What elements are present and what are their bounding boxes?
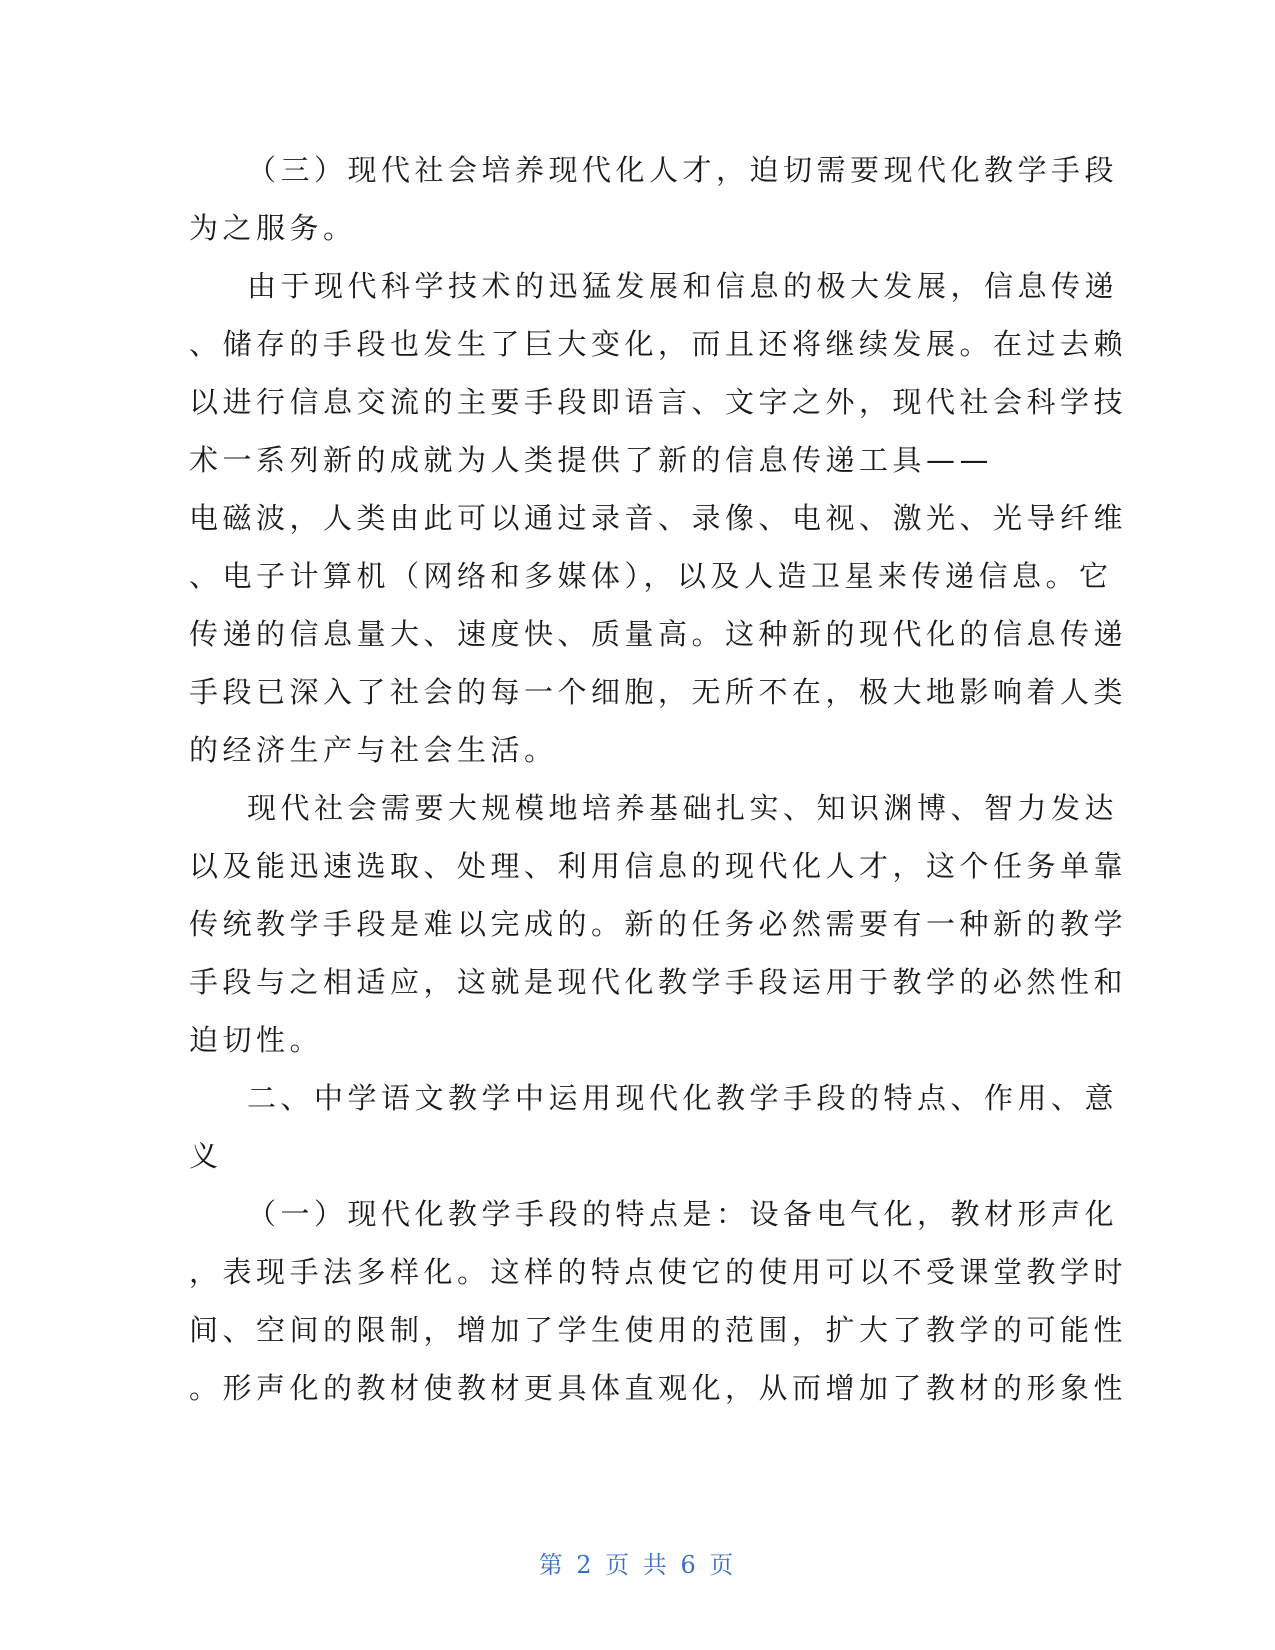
text-line: 以进行信息交流的主要手段即语言、文字之外，现代社会科学技 [189, 385, 1128, 419]
text-line: 以及能迅速选取、处理、利用信息的现代化人才，这个任务单靠 [189, 849, 1128, 883]
text-line: 、储存的手段也发生了巨大变化，而且还将继续发展。在过去赖 [189, 327, 1128, 361]
text-line: 间、空间的限制，增加了学生使用的范围，扩大了教学的可能性 [189, 1313, 1128, 1347]
text-line: （三）现代社会培养现代化人才，迫切需要现代化教学手段 [247, 153, 1119, 187]
text-line: 为之服务。 [189, 211, 357, 245]
text-line: 传递的信息量大、速度快、质量高。这种新的现代化的信息传递 [189, 617, 1128, 651]
text-line: 迫切性。 [189, 1023, 324, 1057]
text-line: 的经济生产与社会生活。 [189, 733, 558, 767]
text-line: 由于现代科学技术的迅猛发展和信息的极大发展，信息传递 [247, 269, 1119, 303]
text-line: 、电子计算机（网络和多媒体），以及人造卫星来传递信息。它 [189, 559, 1113, 593]
section-heading-line: 二、中学语文教学中运用现代化教学手段的特点、作用、意 [247, 1081, 1119, 1115]
footer-prefix: 第 [538, 1551, 566, 1579]
page-footer [0, 1545, 1275, 1580]
text-line: 手段已深入了社会的每一个细胞，无所不在，极大地影响着人类 [189, 675, 1128, 709]
footer-total-pages: 6 [680, 1551, 699, 1579]
footer-suffix: 页 [709, 1551, 737, 1579]
section-heading-line: 义 [189, 1139, 223, 1173]
text-line: 手段与之相适应，这就是现代化教学手段运用于教学的必然性和 [189, 965, 1128, 999]
text-line: 现代社会需要大规模地培养基础扎实、知识渊博、智力发达 [247, 791, 1119, 825]
text-line: 术一系列新的成就为人类提供了新的信息传递工具—— [189, 443, 994, 477]
footer-middle: 页 共 [605, 1551, 670, 1579]
text-line: 。形声化的教材使教材更具体直观化，从而增加了教材的形象性 [189, 1371, 1128, 1405]
footer-current-page: 2 [576, 1551, 595, 1579]
text-line: ，表现手法多样化。这样的特点使它的使用可以不受课堂教学时 [189, 1255, 1128, 1289]
text-line: 传统教学手段是难以完成的。新的任务必然需要有一种新的教学 [189, 907, 1128, 941]
text-line: （一）现代化教学手段的特点是：设备电气化，教材形声化 [247, 1197, 1119, 1231]
text-line: 电磁波，人类由此可以通过录音、录像、电视、激光、光导纤维 [189, 501, 1128, 535]
